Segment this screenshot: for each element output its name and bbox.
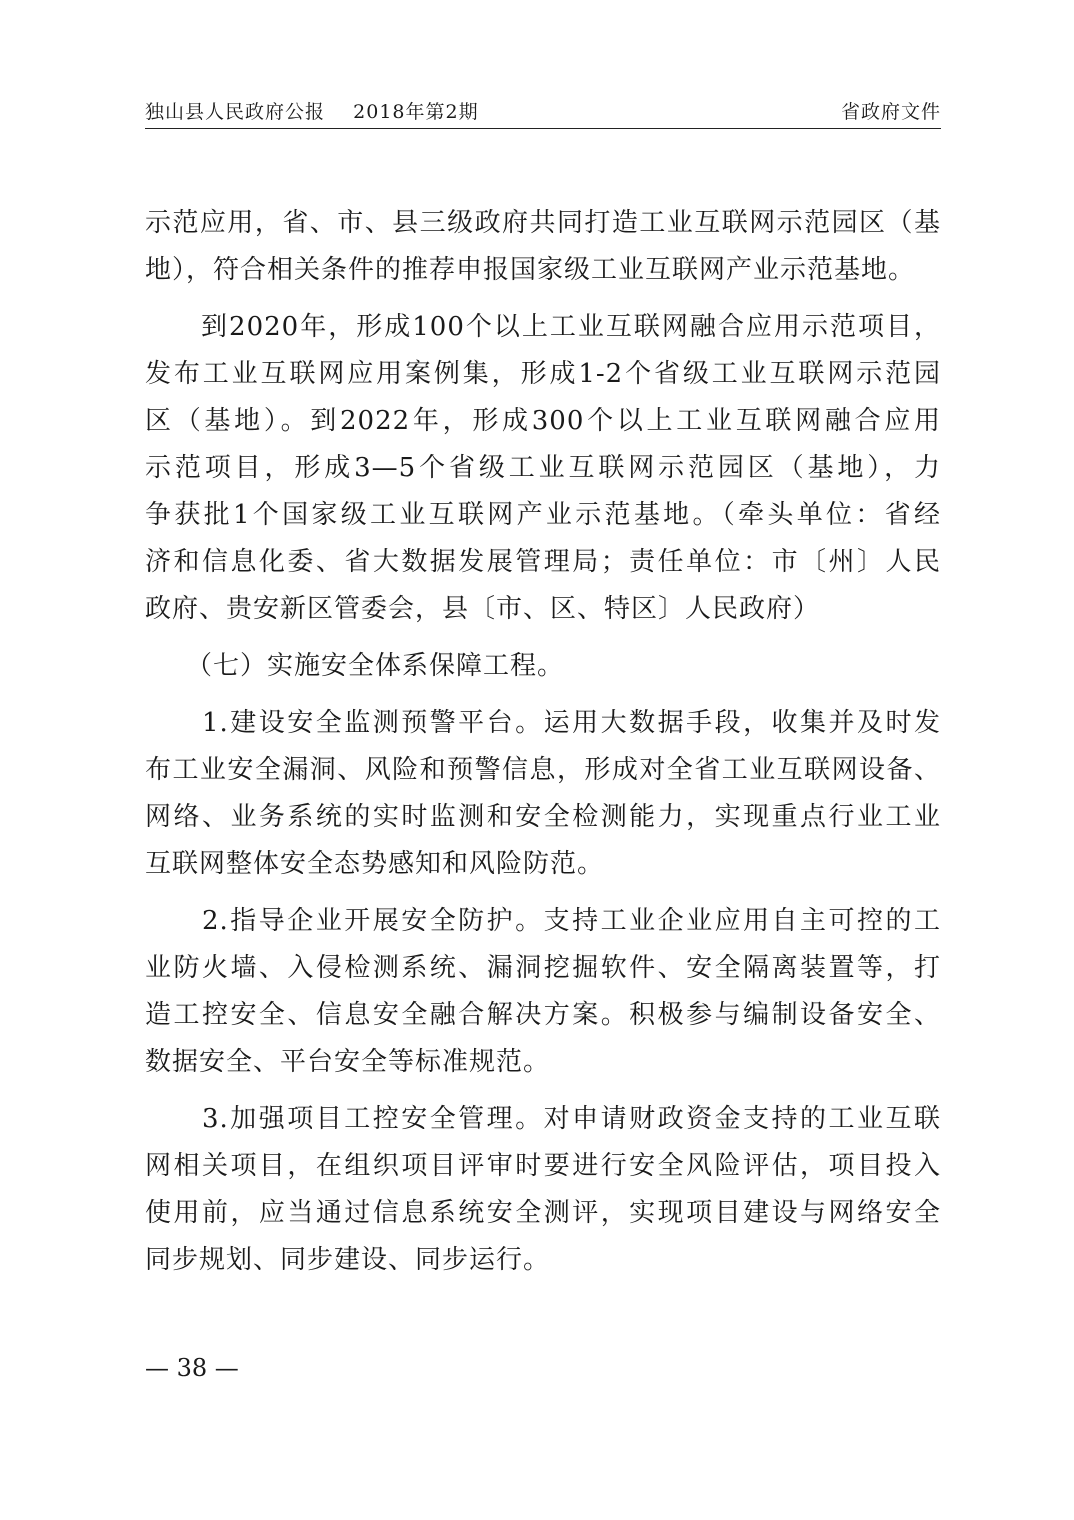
body-line: 1.建设安全监测预警平台。运用大数据手段，收集并及时发: [145, 708, 941, 738]
body-line: 造工控安全、信息安全融合解决方案。积极参与编制设备安全、: [145, 1000, 941, 1030]
body-line: 地），符合相关条件的推荐申报国家级工业互联网产业示范基地。: [145, 255, 916, 285]
body-line: 业防火墙、入侵检测系统、漏洞挖掘软件、安全隔离装置等，打: [145, 953, 941, 983]
header-publication-title: 独山县人民政府公报 2018年第2期: [145, 101, 479, 123]
header-section-title: 省政府文件: [840, 101, 941, 123]
body-line: 区（基地）。到2022年，形成300个以上工业互联网融合应用: [145, 406, 941, 436]
body-line: 数据安全、平台安全等标准规范。: [145, 1047, 551, 1077]
body-line: 互联网整体安全态势感知和风险防范。: [145, 849, 605, 879]
body-line: 2.指导企业开展安全防护。支持工业企业应用自主可控的工: [145, 906, 941, 936]
body-line: 发布工业互联网应用案例集，形成1-2个省级工业互联网示范园: [145, 359, 941, 389]
body-line: 使用前，应当通过信息系统安全测评，实现项目建设与网络安全: [145, 1198, 941, 1228]
body-line: 济和信息化委、省大数据发展管理局；责任单位：市〔州〕人民: [145, 547, 941, 577]
body-line: 网络、业务系统的实时监测和安全检测能力，实现重点行业工业: [145, 802, 941, 832]
page-header: [145, 98, 941, 129]
body-line: 政府、贵安新区管委会，县〔市、区、特区〕人民政府）: [145, 594, 821, 624]
body-line: 3.加强项目工控安全管理。对申请财政资金支持的工业互联: [145, 1104, 941, 1134]
body-line: 网相关项目，在组织项目评审时要进行安全风险评估，项目投入: [145, 1151, 941, 1181]
body-line: 到2020年，形成100个以上工业互联网融合应用示范项目，: [145, 312, 941, 342]
page-number: — 38 —: [145, 1354, 239, 1382]
section-heading: （七）实施安全体系保障工程。: [145, 651, 565, 681]
body-line: 同步规划、同步建设、同步运行。: [145, 1245, 551, 1275]
body-line: 争获批1个国家级工业互联网产业示范基地。（牵头单位：省经: [145, 500, 941, 530]
document-body: [145, 200, 941, 1284]
body-line: 示范应用，省、市、县三级政府共同打造工业互联网示范园区（基: [145, 208, 941, 238]
body-line: 布工业安全漏洞、风险和预警信息，形成对全省工业互联网设备、: [145, 755, 941, 785]
body-line: 示范项目，形成3—5个省级工业互联网示范园区（基地），力: [145, 453, 941, 483]
